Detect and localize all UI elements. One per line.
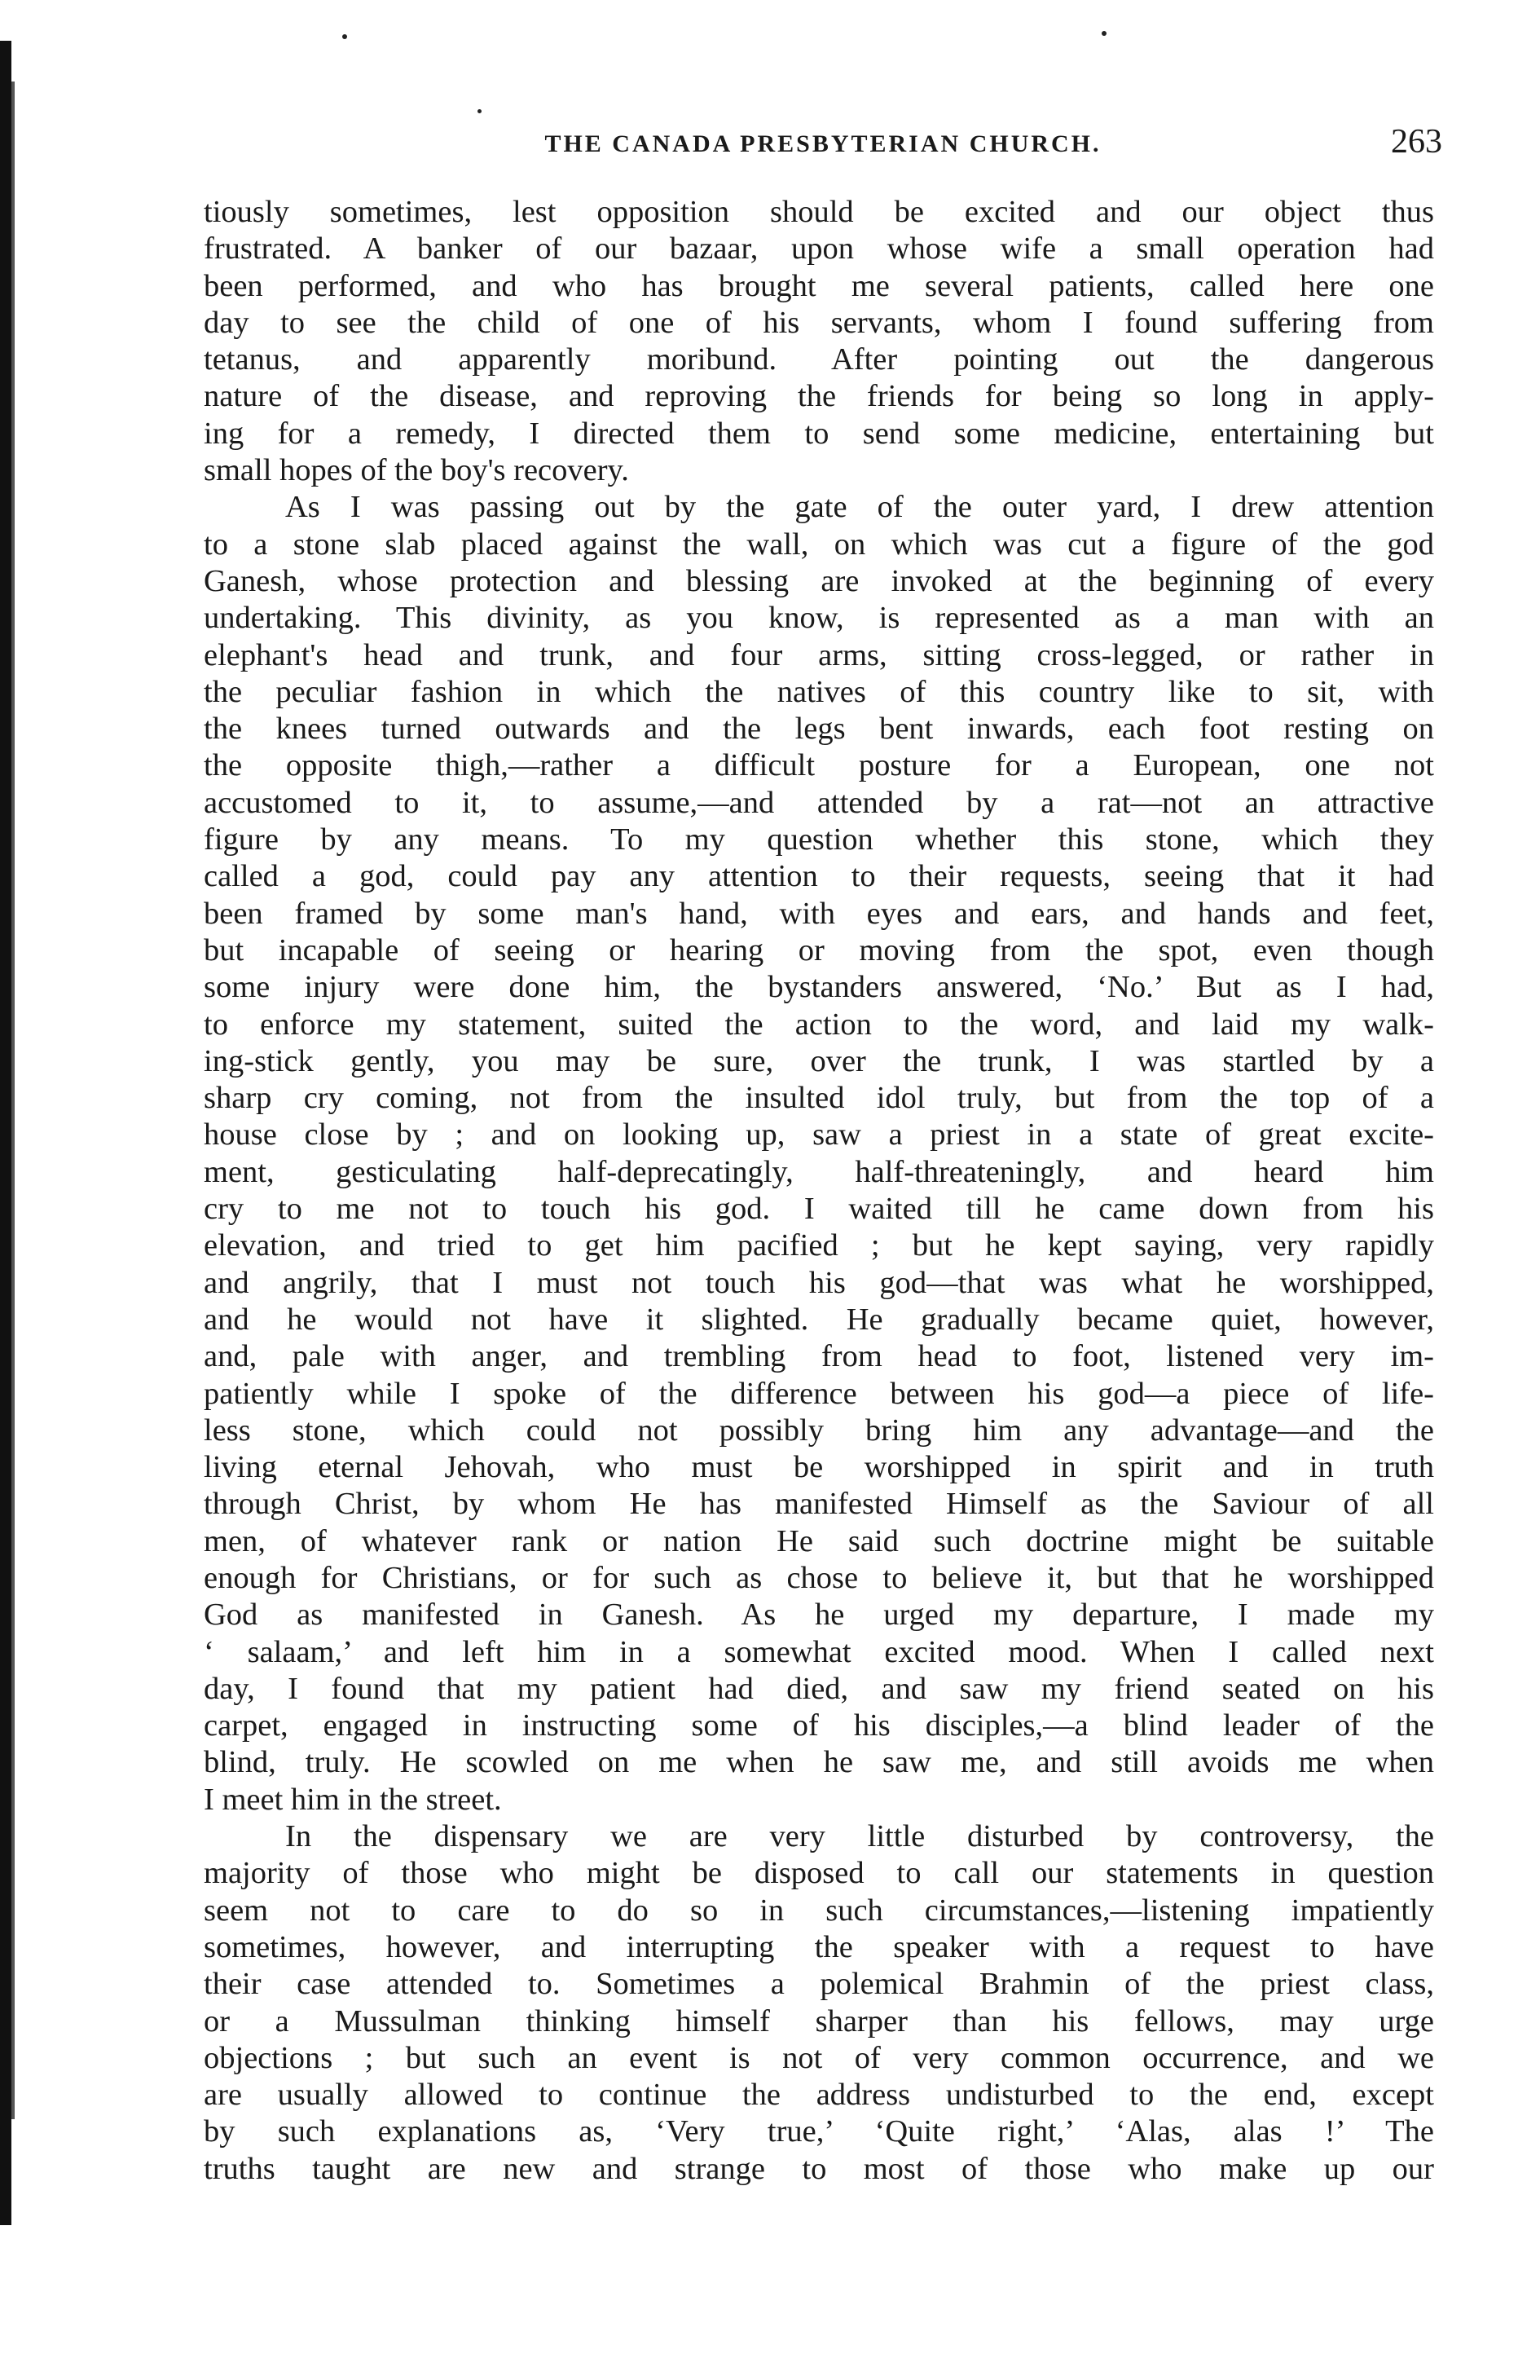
text-line: been framed by some man's hand, with eyes and ears, and hands and feet, — [204, 896, 1434, 931]
page-number: 263 — [1391, 123, 1442, 161]
text-line: tetanus, and apparently moribund. After pointing out the dangerous — [204, 342, 1434, 377]
running-header — [204, 122, 1442, 171]
text-line: enough for Christians, or for such as chose to believe it, but that he worshipped — [204, 1560, 1434, 1595]
text-line: through Christ, by whom He has manifested Himself as the Saviour of all — [204, 1487, 1434, 1522]
text-line: figure by any means. To my question whether this stone, which they — [204, 822, 1434, 857]
text-line: nature of the disease, and reproving the friends for being so long in apply- — [204, 379, 1434, 414]
text-line: but incapable of seeing or hearing or moving from the spot, even though — [204, 932, 1434, 967]
text-line: and, pale with anger, and trembling from head to foot, listened very im- — [204, 1339, 1434, 1374]
text-line: sometimes, however, and interrupting the speaker with a request to have — [204, 1929, 1434, 1964]
text-line: frustrated. A banker of our bazaar, upon whose wife a small operation had — [204, 231, 1434, 267]
text-line: patiently while I spoke of the difference between his god—a piece of life- — [204, 1376, 1434, 1411]
text-line: been performed, and who has brought me several patients, called here one — [204, 268, 1434, 303]
text-line: tiously sometimes, lest opposition should be excited and our object thus — [204, 195, 1434, 229]
ink-speck — [477, 109, 482, 113]
text-line: God as manifested in Ganesh. As he urged my departure, I made my — [204, 1598, 1434, 1633]
text-line: to enforce my statement, suited the action to the word, and laid my walk- — [204, 1007, 1434, 1042]
text-line: accustomed to it, to assume,—and attended by a rat—not an attractive — [204, 785, 1434, 820]
text-line: by such explanations as, ‘Very true,’ ‘Quite right,’ ‘Alas, alas !’ The — [204, 2114, 1434, 2149]
text-line: some injury were done him, the bystanders answered, ‘No.’ But as I had, — [204, 970, 1434, 1005]
text-line: called a god, could pay any attention to their requests, seeing that it had — [204, 859, 1434, 894]
ink-speck — [342, 34, 347, 39]
paragraph-start-line: As I was passing out by the gate of the outer yard, I drew attention — [285, 490, 1434, 525]
text-line: the opposite thigh,—rather a difficult posture for a European, one not — [204, 748, 1434, 783]
ink-speck — [1102, 31, 1107, 36]
text-line: less stone, which could not possibly bring him any advantage—and the — [204, 1413, 1434, 1448]
text-line: majority of those who might be disposed to call our statements in question — [204, 1856, 1434, 1891]
page-binding-edge — [0, 41, 11, 2225]
text-line: ing for a remedy, I directed them to send some medicine, entertaining but — [204, 416, 1434, 451]
body-text — [204, 194, 1434, 2188]
text-line: elephant's head and trunk, and four arms, sitting cross-legged, or rather in — [204, 637, 1434, 672]
text-line: men, of whatever rank or nation He said such doctrine might be suitable — [204, 1523, 1434, 1558]
text-line: the peculiar fashion in which the natives of this country like to sit, with — [204, 674, 1434, 709]
text-line: seem not to care to do so in such circumstances,—listening impatiently — [204, 1893, 1434, 1928]
text-line: cry to me not to touch his god. I waited till he came down from his — [204, 1192, 1434, 1227]
paragraph-end-line: I meet him in the street. — [204, 1782, 502, 1817]
text-line: ment, gesticulating half-deprecatingly, half-threateningly, and heard him — [204, 1154, 1434, 1189]
text-line: and angrily, that I must not touch his god—that was what he worshipped, — [204, 1265, 1434, 1300]
text-line: ‘ salaam,’ and left him in a somewhat excited mood. When I called next — [204, 1634, 1434, 1669]
text-line: day, I found that my patient had died, and saw my friend seated on his — [204, 1671, 1434, 1706]
text-line: or a Mussulman thinking himself sharper than his fellows, may urge — [204, 2003, 1434, 2038]
text-line: elevation, and tried to get him pacified ; but he kept saying, very rapidly — [204, 1228, 1434, 1263]
text-line: truths taught are new and strange to most of those who make up our — [204, 2151, 1434, 2186]
text-line: the knees turned outwards and the legs bent inwards, each foot resting on — [204, 712, 1434, 747]
text-line: living eternal Jehovah, who must be worshipped in spirit and in truth — [204, 1450, 1434, 1485]
text-line: ing-stick gently, you may be sure, over the trunk, I was startled by a — [204, 1043, 1434, 1078]
text-line: objections ; but such an event is not of very common occurrence, and we — [204, 2040, 1434, 2075]
running-title: THE CANADA PRESBYTERIAN CHURCH. — [544, 130, 1102, 157]
text-line: to a stone slab placed against the wall, on which was cut a figure of the god — [204, 527, 1434, 562]
page-binding-shadow — [11, 82, 15, 2119]
text-line: day to see the child of one of his servants, whom I found suffering from — [204, 305, 1434, 340]
text-line: are usually allowed to continue the address undisturbed to the end, except — [204, 2078, 1434, 2113]
paragraph-start-line: In the dispensary we are very little disturbed by controversy, the — [285, 1819, 1434, 1854]
paragraph-end-line: small hopes of the boy's recovery. — [204, 453, 629, 488]
text-line: undertaking. This divinity, as you know, is represented as a man with an — [204, 601, 1434, 636]
text-line: carpet, engaged in instructing some of his disciples,—a blind leader of the — [204, 1708, 1434, 1743]
text-line: house close by ; and on looking up, saw a priest in a state of great excite- — [204, 1117, 1434, 1153]
text-line: Ganesh, whose protection and blessing are invoked at the beginning of every — [204, 563, 1434, 598]
text-line: their case attended to. Sometimes a polemical Brahmin of the priest class, — [204, 1967, 1434, 2002]
text-line: blind, truly. He scowled on me when he saw me, and still avoids me when — [204, 1745, 1434, 1780]
text-line: sharp cry coming, not from the insulted idol truly, but from the top of a — [204, 1081, 1434, 1116]
text-line: and he would not have it slighted. He gradually became quiet, however, — [204, 1302, 1434, 1337]
